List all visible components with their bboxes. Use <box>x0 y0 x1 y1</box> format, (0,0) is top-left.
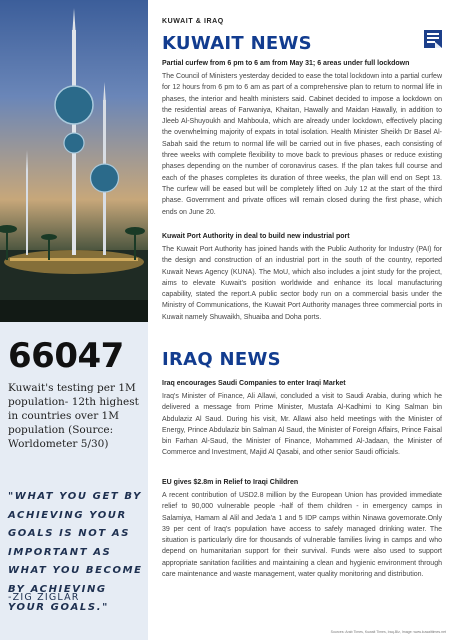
page-kicker: KUWAIT & IRAQ <box>162 18 224 25</box>
iraq-article-eu <box>162 478 442 580</box>
article-body: The Council of Ministers yesterday decided to ease the total lockdown into a partial curfew for 12 hours from 6 pm to 6 am as part of a comprehensive plan to return to normal life in phases, the interior and health ministers said. Cabinet decided to impose a lockdown on the residential areas of Farwaniya, Khaitan, Hawally and Maidan Hawally, in addition to Jleeb Al-Shuyoukh and Mahboula, which are already under lockdown, effectively placing the overwhelming majority of expats in total isolation. Health Minister Sheikh Dr Basel Al-Sabah said the return to normal life will be carried out in five phases, each consisting of three weeks with complete flexibility to move back to previous phases or reduce existing phases depending on the number of coronavirus cases. If the plan takes full course and each of the phases completes its duration of three weeks, the plan will end on Sept 13. The curfew will be eased but will be completely lifted on July 12 at the start of the third phase. Government and private offices will remain closed during the first phase, which ends on June 20. <box>162 73 442 216</box>
kuwait-towers-illustration <box>0 0 148 322</box>
article-headline: Kuwait Port Authority in deal to build new industrial port <box>162 233 350 240</box>
stat-description: Kuwait's testing per 1M population- 12th highest in countries over 1M population (Source: Worldometer 5/30) <box>8 382 139 450</box>
sources-credit: Sources: Arab Times, Kuwait Times, Iraq-BIz, Image: www.kuwaittimes.net <box>330 630 446 634</box>
article-body: A recent contribution of USD2.8 million by the European Union has provided immediate relief to 90,000 vulnerable people -half of them children - in emergency camps in Salamiya, Hamam al Alil and Jeda'a 1 and 5 IDP camps within Ninawa governorate.Only 39 per cent of Iraq's population have access to safely managed drinking water. The situation is particularly dire for thousands of vulnerable families living in camps and who depend on humanitarian support for their survival. Funds were also used to support appropriate sanitation facilities and maintaining a clean and hygienic environment through care maintenance and waste management, water quality monitoring and distribution. <box>162 492 442 579</box>
article-headline: EU gives $2.8m in Relief to Iraqi Children <box>162 479 299 486</box>
kuwait-article-curfew <box>162 59 442 218</box>
iraq-news-title: IRAQ NEWS <box>162 349 281 370</box>
left-sidebar <box>0 0 148 640</box>
stat-number: 66047 <box>8 336 124 376</box>
article-body: Iraq's Minister of Finance, Ali Allawi, concluded a visit to Saudi Arabia, during which he delivered a message from Prime Minister, Mustafa Al-Kadhimi to King Salman bin Abdulaziz Al Saud. During his visit, Mr. Allawi also held meetings with the Minister of Energy, Prince Abdulaziz bin Salman Al Saud, the Minister of Foreign Affairs, Prince Faisal bin Farhan Al-Saud, the Minister of Finance, Mohammed Al-Jadaan, the Minister of Commerce and Investment, Majid Al Qasabi, and other senior Saudi officials. <box>162 393 442 457</box>
article-headline: Iraq encourages Saudi Companies to enter Iraqi Market <box>162 380 346 387</box>
kuwait-article-port <box>162 232 442 323</box>
article-body: The Kuwait Port Authority has joined hands with the Public Authority for Industry (PAI) for the design and construction of an industrial port in the south of the country, reported Kuwait News Agency (KUNA). The MoU, which also includes a joint study for the project, aims to elevate Kuwait's position worldwide and enhance its local manufacturing capability, stated the report.A public sector body run on a commercial basis under the Ministry of Communications, the Kuwait Port Authority manages three commercial ports in Kuwait namely Shuwaikh, Shuaiba and Doha ports. <box>162 246 442 321</box>
article-headline: Partial curfew from 6 pm to 6 am from May 31; 6 areas under full lockdown <box>162 60 410 67</box>
quote-text: "WHAT YOU GET BY ACHIEVING YOUR GOALS IS NOT AS IMPORTANT AS WHAT YOU BECOME BY ACHIEVING YOUR GOALS." <box>8 491 143 613</box>
quote-author: -ZIG ZIGLAR <box>8 592 80 603</box>
kuwait-news-title: KUWAIT NEWS <box>162 33 312 54</box>
kuwait-towers-photo <box>0 0 148 322</box>
book-logo-icon <box>423 28 443 50</box>
iraq-article-saudi <box>162 379 442 459</box>
